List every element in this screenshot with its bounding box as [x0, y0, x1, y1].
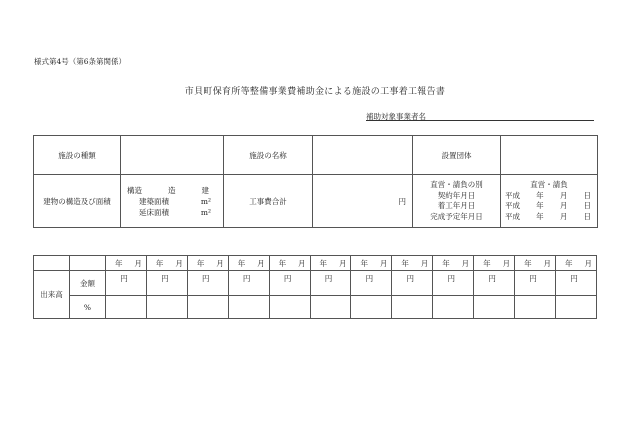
amount-cell[interactable]: 円: [515, 271, 556, 296]
percent-cell[interactable]: [187, 296, 228, 319]
percent-cell[interactable]: [392, 296, 433, 319]
month-header: 年 月: [310, 256, 351, 271]
amount-cell[interactable]: 円: [433, 271, 474, 296]
month-header: 年 月: [228, 256, 269, 271]
amount-cell[interactable]: 円: [106, 271, 147, 296]
amount-cell[interactable]: 円: [555, 271, 596, 296]
document-title: 市貝町保育所等整備事業費補助金による施設の工事着工報告書: [184, 87, 446, 97]
percent-cell[interactable]: [474, 296, 515, 319]
contract-date-label: 契約年月日: [437, 190, 476, 200]
contract-dates-values[interactable]: [501, 175, 598, 228]
amount-cell[interactable]: 円: [310, 271, 351, 296]
percent-label: %: [70, 296, 106, 319]
structure-area-label: 建物の構造及び面積: [34, 175, 121, 228]
building-area-label: 建築面積: [139, 196, 169, 206]
percent-cell[interactable]: [351, 296, 392, 319]
completion-date-value: 平成 年 月 日: [505, 211, 591, 221]
construction-cost-label: 工事費合計: [224, 175, 313, 228]
floor-area-label: 延床面積: [139, 207, 169, 217]
contract-dates-labels: [413, 175, 501, 228]
facility-info-table: [33, 135, 598, 228]
percent-cell[interactable]: [146, 296, 187, 319]
percent-cell[interactable]: [433, 296, 474, 319]
amount-cell[interactable]: 円: [351, 271, 392, 296]
month-header: 年 月: [433, 256, 474, 271]
form-number: 様式第4号（第6条第関係）: [34, 57, 127, 66]
structure-word-3: 建: [201, 185, 209, 195]
structure-area-field[interactable]: [121, 175, 224, 228]
percent-cell[interactable]: [555, 296, 596, 319]
month-header: 年 月: [555, 256, 596, 271]
establishing-body-label: 設置団体: [413, 136, 501, 175]
progress-row-label: 出来高: [34, 271, 70, 319]
amount-cell[interactable]: 円: [269, 271, 310, 296]
month-header: 年 月: [351, 256, 392, 271]
progress-table: [33, 255, 597, 319]
month-header: 年 月: [106, 256, 147, 271]
amount-cell[interactable]: 円: [228, 271, 269, 296]
month-header: 年 月: [146, 256, 187, 271]
percent-cell[interactable]: [269, 296, 310, 319]
month-header: 年 月: [269, 256, 310, 271]
direct-contract-label: 直営・請負の別: [430, 180, 483, 189]
contract-date-value: 平成 年 月 日: [505, 190, 591, 200]
building-area-unit: m²: [200, 196, 211, 206]
percent-cell[interactable]: [228, 296, 269, 319]
amount-cell[interactable]: 円: [146, 271, 187, 296]
floor-area-unit: m²: [200, 207, 211, 217]
construction-cost-field[interactable]: [313, 175, 413, 228]
applicant-label: 補助対象事業者名: [366, 112, 426, 121]
construction-cost-yen: 円: [398, 196, 406, 206]
completion-date-label: 完成予定年月日: [430, 211, 483, 221]
month-header: 年 月: [515, 256, 556, 271]
amount-label: 金額: [70, 271, 106, 296]
applicant-name-field[interactable]: [366, 120, 594, 121]
facility-name-field[interactable]: [313, 136, 413, 175]
start-date-value: 平成 年 月 日: [505, 201, 591, 210]
month-header: 年 月: [187, 256, 228, 271]
structure-word-2: 造: [168, 185, 176, 195]
amount-cell[interactable]: 円: [187, 271, 228, 296]
structure-word-1: 構造: [127, 185, 142, 195]
percent-cell[interactable]: [106, 296, 147, 319]
month-header: 年 月: [392, 256, 433, 271]
percent-cell[interactable]: [515, 296, 556, 319]
facility-type-field[interactable]: [121, 136, 224, 175]
amount-cell[interactable]: 円: [392, 271, 433, 296]
progress-header-blank: [70, 256, 106, 271]
establishing-body-field[interactable]: [501, 136, 598, 175]
progress-header-blank: [34, 256, 70, 271]
amount-cell[interactable]: 円: [474, 271, 515, 296]
facility-name-label: 施設の名称: [224, 136, 313, 175]
start-date-label: 着工年月日: [437, 201, 476, 210]
percent-cell[interactable]: [310, 296, 351, 319]
facility-type-label: 施設の種類: [34, 136, 121, 175]
month-header: 年 月: [474, 256, 515, 271]
direct-contract-value: 直営・請負: [530, 180, 568, 189]
